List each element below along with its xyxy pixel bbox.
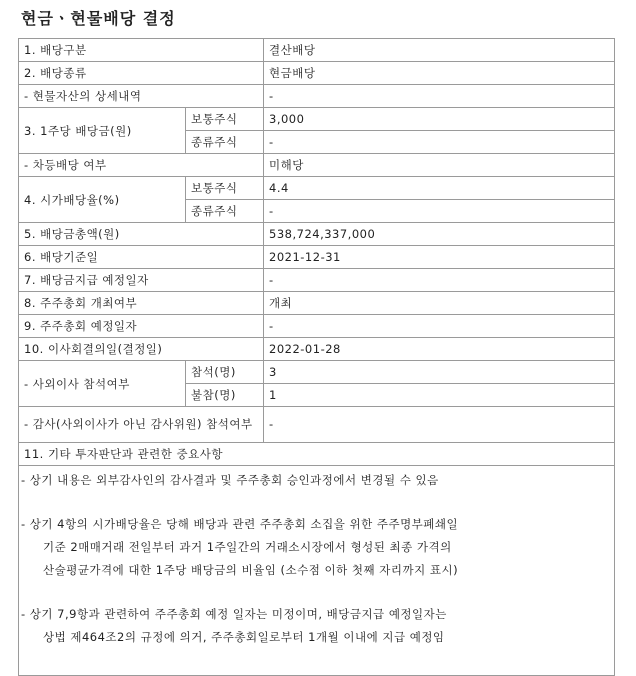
row-value-total: 538,724,337,000 <box>264 223 615 246</box>
row-value-agm-date: - <box>264 315 615 338</box>
table-row <box>19 85 615 108</box>
table-row <box>19 223 615 246</box>
note-1-line-1: - 상기 내용은 외부감사인의 감사결과 및 주주총회 승인과정에서 변경될 수 있음 <box>21 473 439 487</box>
table-row <box>19 338 615 361</box>
row-value-dps-common: 3,000 <box>264 108 615 131</box>
row-sublabel-common: 보통주식 <box>186 177 264 200</box>
row-label-outside-directors: - 사외이사 참석여부 <box>19 361 186 407</box>
row-label-dps: 3. 1주당 배당금(원) <box>19 108 186 154</box>
note-3 <box>21 603 611 649</box>
note-3-line-2: 상법 제464조2의 규정에 의거, 주주총회일로부터 1개월 이내에 지급 예정임 <box>43 630 445 644</box>
note-2-line-2: 기준 2매매거래 전일부터 과거 1주일간의 거래소시장에서 형성된 최종 가격의 <box>43 540 452 554</box>
row-value-board-date: 2022-01-28 <box>264 338 615 361</box>
row-label-agm-held: 8. 주주총회 개최여부 <box>19 292 264 315</box>
row-sublabel-class: 종류주식 <box>186 131 264 154</box>
row-value-dividend-kind: 현금배당 <box>264 62 615 85</box>
row-label-total: 5. 배당금총액(원) <box>19 223 264 246</box>
row-value-agm-held: 개최 <box>264 292 615 315</box>
notes-cell <box>19 466 615 676</box>
table-row <box>19 62 615 85</box>
note-2 <box>21 513 611 582</box>
row-sublabel-class: 종류주식 <box>186 200 264 223</box>
row-value-in-kind-details: - <box>264 85 615 108</box>
row-label-agm-date: 9. 주주총회 예정일자 <box>19 315 264 338</box>
row-label-dividend-type: 1. 배당구분 <box>19 39 264 62</box>
row-label-differential: - 차등배당 여부 <box>19 154 264 177</box>
row-value-absent: 1 <box>264 384 615 407</box>
row-value-present: 3 <box>264 361 615 384</box>
row-value-yield-common: 4.4 <box>264 177 615 200</box>
row-label-record-date: 6. 배당기준일 <box>19 246 264 269</box>
table-row <box>19 407 615 443</box>
table-row <box>19 443 615 466</box>
table-row <box>19 39 615 62</box>
row-label-payment-date: 7. 배당금지급 예정일자 <box>19 269 264 292</box>
row-label-dividend-kind: 2. 배당종류 <box>19 62 264 85</box>
row-label-yield: 4. 시가배당율(%) <box>19 177 186 223</box>
note-1 <box>21 469 611 492</box>
row-label-auditor: - 감사(사외이사가 아닌 감사위원) 참석여부 <box>19 407 264 443</box>
table-row <box>19 154 615 177</box>
table-row <box>19 177 615 200</box>
row-value-differential: 미해당 <box>264 154 615 177</box>
row-value-dividend-type: 결산배당 <box>264 39 615 62</box>
table-row <box>19 269 615 292</box>
page-title: 현금ㆍ현물배당 결정 <box>21 9 176 28</box>
row-sublabel-absent: 불참(명) <box>186 384 264 407</box>
row-value-yield-class: - <box>264 200 615 223</box>
table-row <box>19 315 615 338</box>
note-3-line-1: - 상기 7,9항과 관련하여 주주총회 예정 일자는 미정이며, 배당금지급 예정일자는 <box>21 607 447 621</box>
note-2-line-3: 산술평균가격에 대한 1주당 배당금의 비율임 (소수점 이하 첫째 자리까지 표시) <box>43 563 459 577</box>
row-label-in-kind-details: - 현물자산의 상세내역 <box>19 85 264 108</box>
row-value-dps-class: - <box>264 131 615 154</box>
table-row <box>19 361 615 384</box>
table-row <box>19 466 615 676</box>
note-2-line-1: - 상기 4항의 시가배당율은 당해 배당과 관련 주주총회 소집을 위한 주주명부폐쇄일 <box>21 517 459 531</box>
table-row <box>19 292 615 315</box>
row-value-record-date: 2021-12-31 <box>264 246 615 269</box>
row-label-board-date: 10. 이사회결의일(결정일) <box>19 338 264 361</box>
table-row <box>19 246 615 269</box>
row-sublabel-common: 보통주식 <box>186 108 264 131</box>
row-value-payment-date: - <box>264 269 615 292</box>
row-value-auditor: - <box>264 407 615 443</box>
row-sublabel-present: 참석(명) <box>186 361 264 384</box>
row-label-other-matters: 11. 기타 투자판단과 관련한 중요사항 <box>19 443 615 466</box>
table-row <box>19 108 615 131</box>
dividend-table <box>18 38 615 676</box>
